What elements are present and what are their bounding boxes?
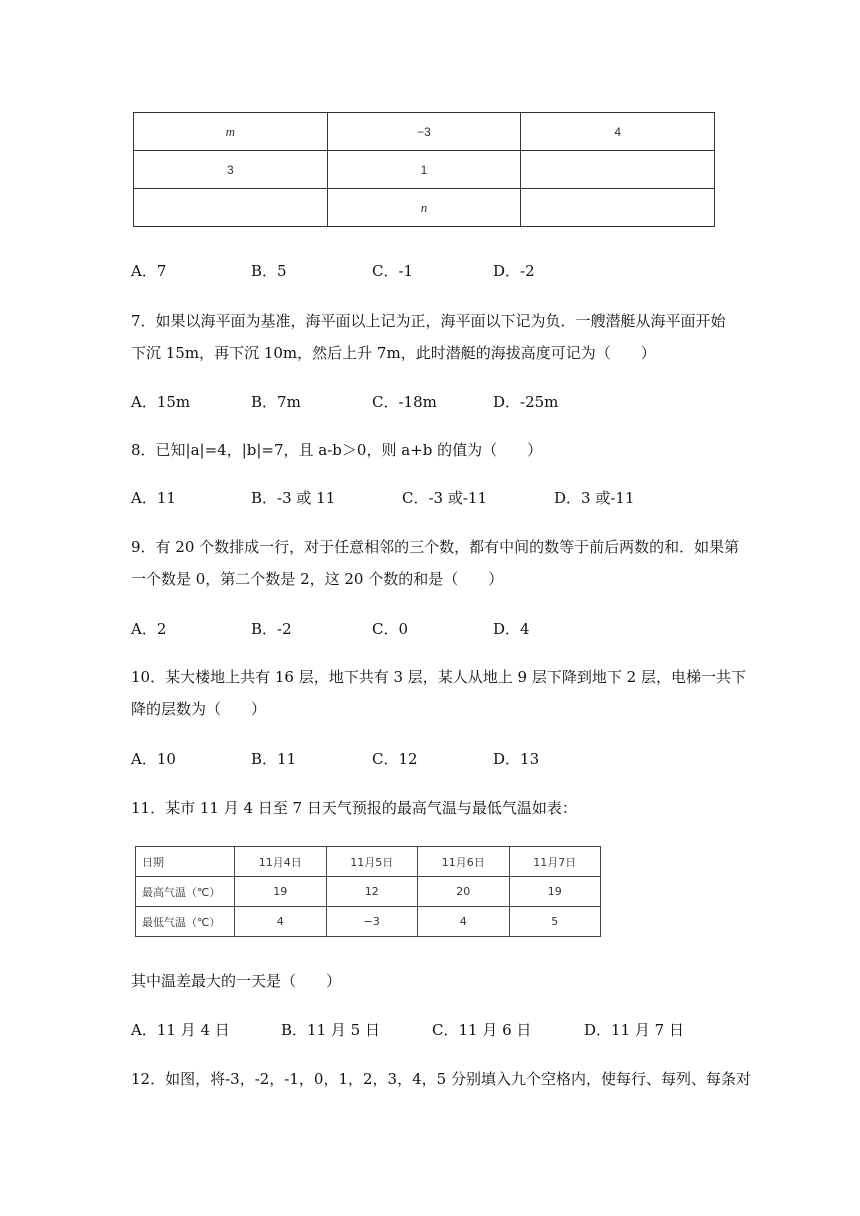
table-cell: 1 [327, 151, 521, 189]
table-cell: n [327, 189, 521, 227]
option-b[interactable]: B．7m [251, 393, 301, 411]
option-d[interactable]: D．3 或-11 [554, 489, 635, 507]
option-c[interactable]: C．-1 [372, 262, 414, 280]
option-a[interactable]: A．7 [131, 262, 167, 280]
table-header-cell: 日期 [136, 847, 235, 877]
table-cell: 19 [235, 877, 327, 907]
question-11-line-1: 11．某市 11 月 4 日至 7 日天气预报的最高气温与最低气温如表： [131, 799, 577, 817]
option-a[interactable]: A．15m [131, 393, 191, 411]
option-d[interactable]: D．-25m [493, 393, 559, 411]
table-cell: 4 [521, 113, 715, 151]
option-a[interactable]: A．11 [131, 489, 176, 507]
question-7-line-2: 下沉 15m，再下沉 10m，然后上升 7m，此时潜艇的海拔高度可记为（ ） [131, 344, 656, 362]
option-c[interactable]: C．11 月 6 日 [432, 1021, 532, 1039]
table-row [134, 189, 715, 227]
question-12-line-1: 12．如图，将-3，-2，-1，0，1，2，3，4，5 分别填入九个空格内，使每行、每列、每条对 [131, 1070, 751, 1088]
option-c[interactable]: C．-3 或-11 [402, 489, 488, 507]
table-header-row [136, 847, 601, 877]
table-cell: 3 [134, 151, 328, 189]
table-cell: 5 [509, 907, 601, 937]
table-cell: −3 [326, 907, 418, 937]
option-b[interactable]: B．11 月 5 日 [281, 1021, 380, 1039]
option-d[interactable]: D．4 [493, 620, 530, 638]
table-cell [134, 189, 328, 227]
option-d[interactable]: D．13 [493, 750, 540, 768]
table-row [136, 907, 601, 937]
table-cell: 4 [235, 907, 327, 937]
table-cell: −3 [327, 113, 521, 151]
table-row [136, 877, 601, 907]
table-header-cell: 11月7日 [509, 847, 601, 877]
option-b[interactable]: B．11 [251, 750, 297, 768]
table-cell: 20 [418, 877, 510, 907]
option-d[interactable]: D．-2 [493, 262, 535, 280]
option-a[interactable]: A．10 [131, 750, 176, 768]
table-cell: 12 [326, 877, 418, 907]
table-row [134, 151, 715, 189]
table-cell: 最低气温（℃） [136, 907, 235, 937]
table-cell: 4 [418, 907, 510, 937]
option-d[interactable]: D．11 月 7 日 [584, 1021, 684, 1039]
question-10-line-2: 降的层数为（ ） [131, 700, 267, 718]
question-11-line-2: 其中温差最大的一天是（ ） [131, 972, 342, 990]
question-8-line-1: 8．已知|a|=4，|b|=7，且 a-b＞0，则 a+b 的值为（ ） [131, 441, 543, 459]
question-7-line-1: 7．如果以海平面为基准，海平面以上记为正，海平面以下记为负．一艘潜艇从海平面开始 [131, 312, 726, 330]
option-b[interactable]: B．-3 或 11 [251, 489, 336, 507]
table-cell [521, 151, 715, 189]
option-c[interactable]: C．0 [372, 620, 409, 638]
question-9-line-1: 9．有 20 个数排成一行，对于任意相邻的三个数，都有中间的数等于前后两数的和．如果第 [131, 538, 740, 556]
option-a[interactable]: A．2 [131, 620, 167, 638]
option-c[interactable]: C．-18m [372, 393, 437, 411]
table-header-cell: 11月5日 [326, 847, 418, 877]
table-header-cell: 11月6日 [418, 847, 510, 877]
table-row [134, 113, 715, 151]
question-10-line-1: 10．某大楼地上共有 16 层，地下共有 3 层，某人从地上 9 层下降到地下 2 层，电梯一共下 [131, 668, 746, 686]
table-cell: m [134, 113, 328, 151]
table-header-cell: 11月4日 [235, 847, 327, 877]
question-9-line-2: 一个数是 0，第二个数是 2，这 20 个数的和是（ ） [131, 570, 504, 588]
option-c[interactable]: C．12 [372, 750, 418, 768]
table-cell: 最高气温（℃） [136, 877, 235, 907]
table-cell [521, 189, 715, 227]
option-b[interactable]: B．-2 [251, 620, 292, 638]
number-grid-table [133, 112, 715, 227]
temperature-table [135, 846, 601, 937]
option-b[interactable]: B．5 [251, 262, 287, 280]
option-a[interactable]: A．11 月 4 日 [131, 1021, 230, 1039]
table-cell: 19 [509, 877, 601, 907]
